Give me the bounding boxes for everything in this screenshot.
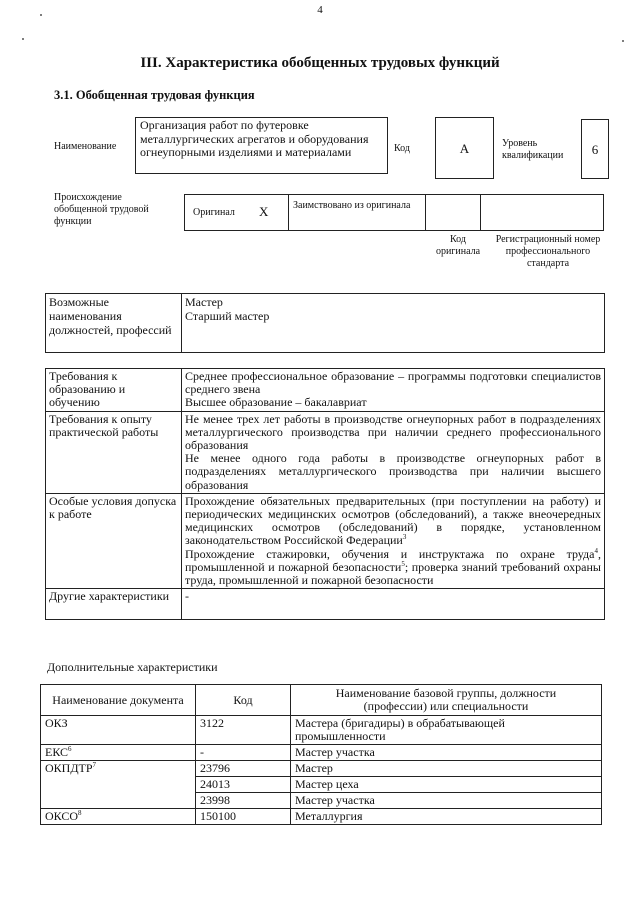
table-row (41, 745, 602, 761)
header-group-name: Наименование базовой группы, должности (профессии) или специальности (291, 685, 602, 716)
additional-table (40, 684, 602, 825)
borrowed-label: Заимствовано из оригинала (293, 200, 411, 211)
experience-label: Требования к опыту практической работы (46, 411, 182, 493)
requirement-paragraph: Не менее одного года работы в производстве огнеупорных работ в подразделениях металлургического производства при наличии высшего образования (185, 451, 601, 492)
borrowed-cell (288, 195, 426, 230)
name-okso: Металлургия (291, 809, 602, 825)
original-cell (185, 195, 289, 230)
requirement-paragraph: Высшее образование – бакалавриат (185, 395, 367, 410)
doc-text: ОКПДТР (45, 761, 93, 775)
table-row (41, 716, 602, 745)
requirement-paragraph: Среднее профессиональное образование – программы подготовки специалистов среднего звена (185, 369, 601, 397)
code-okpdtr: 23998 (196, 793, 291, 809)
code-okz: 3122 (196, 716, 291, 745)
position-item: Старший мастер (185, 309, 270, 323)
admission-value (182, 493, 605, 588)
table-row (41, 809, 602, 825)
name-okpdtr: Мастер участка (291, 793, 602, 809)
table-row (46, 493, 605, 588)
name-okpdtr: Мастер (291, 761, 602, 777)
paragraph-text: ; проверка знаний требований охраны труда, промышленной и пожарной безопасности (185, 559, 601, 588)
original-code-cell (425, 195, 481, 230)
code-okpdtr: 23796 (196, 761, 291, 777)
table-header-row (41, 685, 602, 716)
header-code: Код (196, 685, 291, 716)
requirement-paragraph (185, 548, 601, 588)
table-row (46, 369, 605, 412)
code-value: A (459, 141, 470, 156)
doc-okpdtr (41, 761, 196, 809)
header-document: Наименование документа (41, 685, 196, 716)
education-value (182, 369, 605, 412)
position-item: Мастер (185, 295, 223, 309)
table-row (46, 589, 605, 620)
footnote-ref: 4 (594, 546, 598, 555)
level-label: Уровень квалификации (502, 138, 564, 161)
positions-table (45, 293, 605, 353)
code-okpdtr: 24013 (196, 777, 291, 793)
doc-eks (41, 745, 196, 761)
requirement-paragraph: Не менее трех лет работы в производстве огнеупорных работ в подразделениях металлургического производства при наличии среднего профессионального образования (185, 411, 601, 453)
scan-speck (22, 38, 24, 40)
doc-okz: ОКЗ (41, 716, 196, 745)
name-label: Наименование (54, 141, 117, 152)
doc-okso (41, 809, 196, 825)
positions-label: Возможные наименования должностей, профессий (46, 294, 182, 353)
name-okpdtr: Мастер цеха (291, 777, 602, 793)
original-code-caption: Код оригинала (435, 234, 481, 257)
experience-value (182, 411, 605, 493)
subsection-title: 3.1. Обобщенная трудовая функция (54, 88, 255, 102)
doc-text: ОКСО (45, 809, 79, 823)
name-okz: Мастера (бригадиры) в обрабатывающей промышленности (291, 716, 602, 745)
code-label: Код (394, 143, 410, 154)
code-eks: - (196, 745, 291, 761)
footnote-ref: 3 (402, 533, 407, 542)
level-value-box (581, 119, 609, 179)
additional-title: Дополнительные характеристики (47, 660, 218, 674)
footnote-ref: 5 (401, 559, 405, 568)
footnote-ref: 6 (68, 745, 72, 753)
paragraph-text: , промышленной и пожарной безопасности (185, 546, 601, 574)
name-value: Организация работ по футеровке металлургических агрегатов и оборудования огнеупорными изделиями и материалами (140, 118, 369, 159)
table-row (46, 294, 605, 353)
section-title: III. Характеристика обобщенных трудовых функций (140, 55, 500, 71)
scan-speck (622, 40, 624, 42)
footnote-ref: 8 (78, 809, 82, 817)
level-value: 6 (591, 142, 599, 157)
name-value-box (135, 117, 388, 174)
page-number: 4 (317, 4, 323, 16)
original-mark: X (259, 204, 269, 219)
requirement-paragraph (185, 495, 601, 548)
origin-label: Происхождение обобщенной трудовой функции (54, 192, 149, 227)
code-okso: 150100 (196, 809, 291, 825)
paragraph-text: Прохождение стажировки, обучения и инструктажа по охране труда (185, 546, 595, 561)
registration-number-caption: Регистрационный номер профессионального стандарта (495, 234, 601, 269)
other-label: Другие характеристики (46, 589, 182, 620)
admission-label: Особые условия допуска к работе (46, 493, 182, 588)
footnote-ref: 7 (92, 761, 97, 769)
origin-box (184, 194, 604, 231)
name-eks: Мастер участка (291, 745, 602, 761)
code-value-box (435, 117, 494, 179)
other-value: - (182, 589, 605, 620)
education-label: Требования к образованию и обучению (46, 369, 182, 412)
paragraph-text: Прохождение обязательных предварительных (при поступлении на работу) и периодических медицинских осмотров (обследований), а также внеочередных медицинских осмотров (обследований) в порядке, установленном законодательством Российской Федерации (185, 493, 601, 548)
original-label: Оригинал (193, 207, 235, 218)
requirements-table (45, 368, 605, 620)
table-row (41, 761, 602, 777)
doc-text: ЕКС (45, 745, 69, 759)
positions-value (182, 294, 605, 353)
table-row (46, 411, 605, 493)
